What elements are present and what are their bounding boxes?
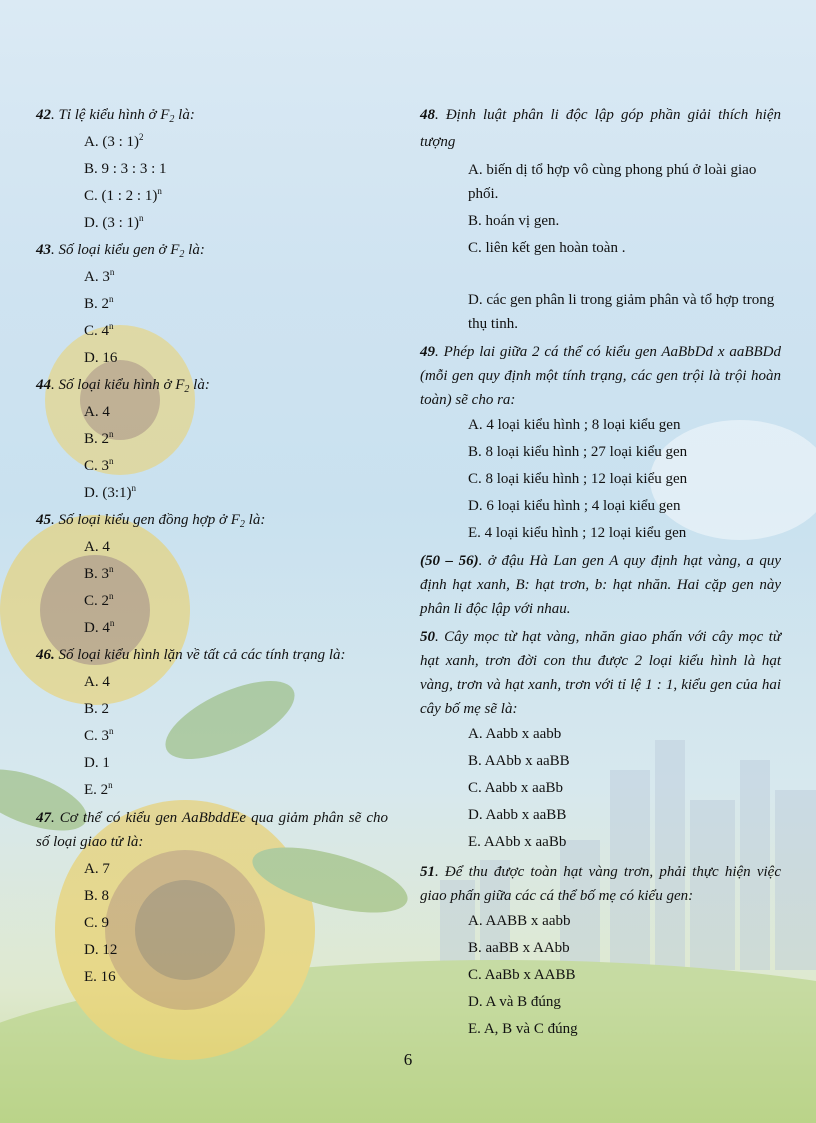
- question-50: [420, 621, 781, 721]
- superscript: n: [109, 429, 114, 439]
- question-46: [36, 642, 388, 669]
- option: [36, 156, 388, 183]
- question-text: . Định luật phân li độc lập góp phần giải thích hiện tượng: [420, 107, 781, 150]
- option-text: C. 4: [84, 323, 110, 339]
- option: D. 6 loại kiểu hình ; 4 loại kiểu gen: [468, 498, 681, 514]
- option: [36, 696, 388, 723]
- option: [36, 345, 388, 372]
- option: [36, 399, 388, 426]
- option-text: A. 7: [84, 861, 110, 877]
- question-text: . Số loại kiểu gen đồng hợp ở F: [51, 512, 240, 528]
- option-text: A. 3: [84, 269, 110, 285]
- option: D. A và B đúng: [468, 994, 561, 1010]
- question-tail: là:: [174, 107, 195, 123]
- option: C. Aabb x aaBb: [468, 780, 563, 796]
- subscript: 2: [169, 114, 175, 125]
- question-number: 46.: [36, 647, 55, 663]
- option: [36, 588, 388, 615]
- question-44: [36, 372, 388, 399]
- option: E. 4 loại kiểu hình ; 12 loại kiểu gen: [468, 525, 687, 541]
- question-number: 43: [36, 242, 51, 258]
- subscript: 2: [239, 519, 245, 530]
- option: A. AABB x aabb: [468, 913, 571, 929]
- option: A. biến dị tổ hợp vô cùng phong phú ở loài giao phối.: [468, 162, 757, 202]
- option: [36, 964, 388, 991]
- option-text: E. 2: [84, 782, 109, 798]
- option-text: D. (3 : 1): [84, 215, 139, 231]
- right-column: [420, 102, 781, 1043]
- option: [36, 669, 388, 696]
- option-text: C. 9: [84, 915, 110, 931]
- option: [36, 210, 388, 237]
- option-text: B. 8: [84, 888, 110, 904]
- option: D. Aabb x aaBB: [468, 807, 567, 823]
- option: B. 8 loại kiểu hình ; 27 loại kiểu gen: [468, 444, 688, 460]
- option: [36, 750, 388, 777]
- question-number: 50: [420, 629, 435, 645]
- question-number: 45: [36, 512, 51, 528]
- spacer: [420, 262, 781, 286]
- option: [36, 883, 388, 910]
- page-number: 6: [403, 1050, 413, 1069]
- question-47: [36, 804, 388, 856]
- option: A. Aabb x aabb: [468, 726, 562, 742]
- option: [36, 534, 388, 561]
- option: [36, 426, 388, 453]
- question-text: . Cây mọc từ hạt vàng, nhăn giao phấn với cây mọc từ hạt xanh, trơn đời con thu được 2 loại kiểu hình là hạt vàng, trơn và hạt xanh, trơn với tỉ lệ 1 : 1, kiểu gen của hai cây bố mẹ sẽ là:: [420, 629, 781, 717]
- subscript: 2: [179, 249, 185, 260]
- question-text: . Số loại kiểu hình ở F: [51, 377, 185, 393]
- option-text: C. 3: [84, 728, 110, 744]
- option: [36, 291, 388, 318]
- option: [36, 183, 388, 210]
- option-text: B. 3: [84, 566, 110, 582]
- option: [36, 856, 388, 883]
- option-text: B. 2: [84, 296, 110, 312]
- superscript: n: [131, 483, 136, 493]
- option-text: B. 2: [84, 701, 110, 717]
- option-text: D. 16: [84, 350, 118, 366]
- option-text: A. (3 : 1): [84, 134, 139, 150]
- question-text: . Để thu được toàn hạt vàng trơn, phải thực hiện việc giao phấn giữa các cá thể bố mẹ có kiểu gen:: [420, 864, 781, 904]
- option: B. hoán vị gen.: [468, 213, 560, 229]
- question-tail: là:: [184, 242, 205, 258]
- intro-text: . ở đậu Hà Lan gen A quy định hạt vàng, a quy định hạt xanh, B: hạt trơn, b: hạt nhăn. Hai cặp gen này phân li độc lập với nhau.: [420, 553, 781, 617]
- option-text: A. 4: [84, 674, 110, 690]
- left-column: [36, 102, 388, 991]
- subscript: 2: [184, 384, 190, 395]
- superscript: n: [109, 294, 114, 304]
- option: [36, 615, 388, 642]
- superscript: n: [109, 456, 114, 466]
- question-42: [36, 102, 388, 129]
- option: C. AaBb x AABB: [468, 967, 576, 983]
- question-49: [420, 338, 781, 412]
- question-51: [420, 856, 781, 908]
- option: E. AAbb x aaBb: [468, 834, 567, 850]
- option: [36, 453, 388, 480]
- option: B. aaBB x AAbb: [468, 940, 570, 956]
- superscript: n: [109, 726, 114, 736]
- option: E. A, B và C đúng: [468, 1021, 578, 1037]
- option-text: D. 4: [84, 620, 110, 636]
- question-number: 49: [420, 344, 435, 360]
- option: [36, 561, 388, 588]
- superscript: n: [109, 564, 114, 574]
- option: [36, 129, 388, 156]
- question-text: . Cơ thể có kiểu gen AaBbddEe qua giảm phân sẽ cho số loại giao tử là:: [36, 810, 388, 850]
- option: A. 4 loại kiểu hình ; 8 loại kiểu gen: [468, 417, 681, 433]
- option-text: D. (3:1): [84, 485, 132, 501]
- superscript: n: [109, 267, 115, 277]
- question-48: [420, 102, 781, 156]
- option-text: B. 2: [84, 431, 110, 447]
- question-43: [36, 237, 388, 264]
- option-text: D. 1: [84, 755, 110, 771]
- option: [36, 723, 388, 750]
- question-number: 44: [36, 377, 51, 393]
- question-number: 47: [36, 810, 51, 826]
- superscript: n: [109, 618, 115, 628]
- option: C. liên kết gen hoàn toàn .: [468, 240, 626, 256]
- question-text: . Phép lai giữa 2 cá thể có kiểu gen AaBbDd x aaBBDd (mỗi gen quy định một tính trạng, các gen trội là trội hoàn toàn) sẽ cho ra:: [420, 344, 781, 408]
- option: B. AAbb x aaBB: [468, 753, 570, 769]
- question-text: . Tỉ lệ kiểu hình ở F: [51, 107, 170, 123]
- question-number: 42: [36, 107, 51, 123]
- section-intro: [420, 547, 781, 621]
- option: [36, 910, 388, 937]
- option-text: C. (1 : 2 : 1): [84, 188, 158, 204]
- option: [36, 777, 388, 804]
- option-text: D. 12: [84, 942, 118, 958]
- superscript: n: [108, 780, 113, 790]
- option-text: B. 9 : 3 : 3 : 1: [84, 161, 167, 177]
- superscript: n: [109, 321, 114, 331]
- option-text: A. 4: [84, 539, 110, 555]
- option: [36, 264, 388, 291]
- option: [36, 318, 388, 345]
- question-number: 48: [420, 107, 435, 123]
- option: C. 8 loại kiểu hình ; 12 loại kiểu gen: [468, 471, 688, 487]
- question-text: Số loại kiểu hình lặn về tất cả các tính trạng là:: [54, 647, 346, 663]
- range-label: (50 – 56): [420, 553, 479, 569]
- question-text: . Số loại kiểu gen ở F: [51, 242, 180, 258]
- option-text: E. 16: [84, 969, 116, 985]
- question-45: [36, 507, 388, 534]
- superscript: n: [157, 186, 162, 196]
- question-tail: là:: [244, 512, 266, 528]
- option: [36, 480, 388, 507]
- option-text: A. 4: [84, 404, 110, 420]
- superscript: n: [139, 213, 144, 223]
- option: D. các gen phân li trong giảm phân và tổ hợp trong thụ tinh.: [468, 292, 775, 332]
- option: [36, 937, 388, 964]
- question-number: 51: [420, 864, 435, 880]
- superscript: 2: [139, 132, 144, 142]
- option-text: C. 2: [84, 593, 110, 609]
- question-tail: là:: [189, 377, 210, 393]
- option-text: C. 3: [84, 458, 110, 474]
- superscript: n: [109, 591, 114, 601]
